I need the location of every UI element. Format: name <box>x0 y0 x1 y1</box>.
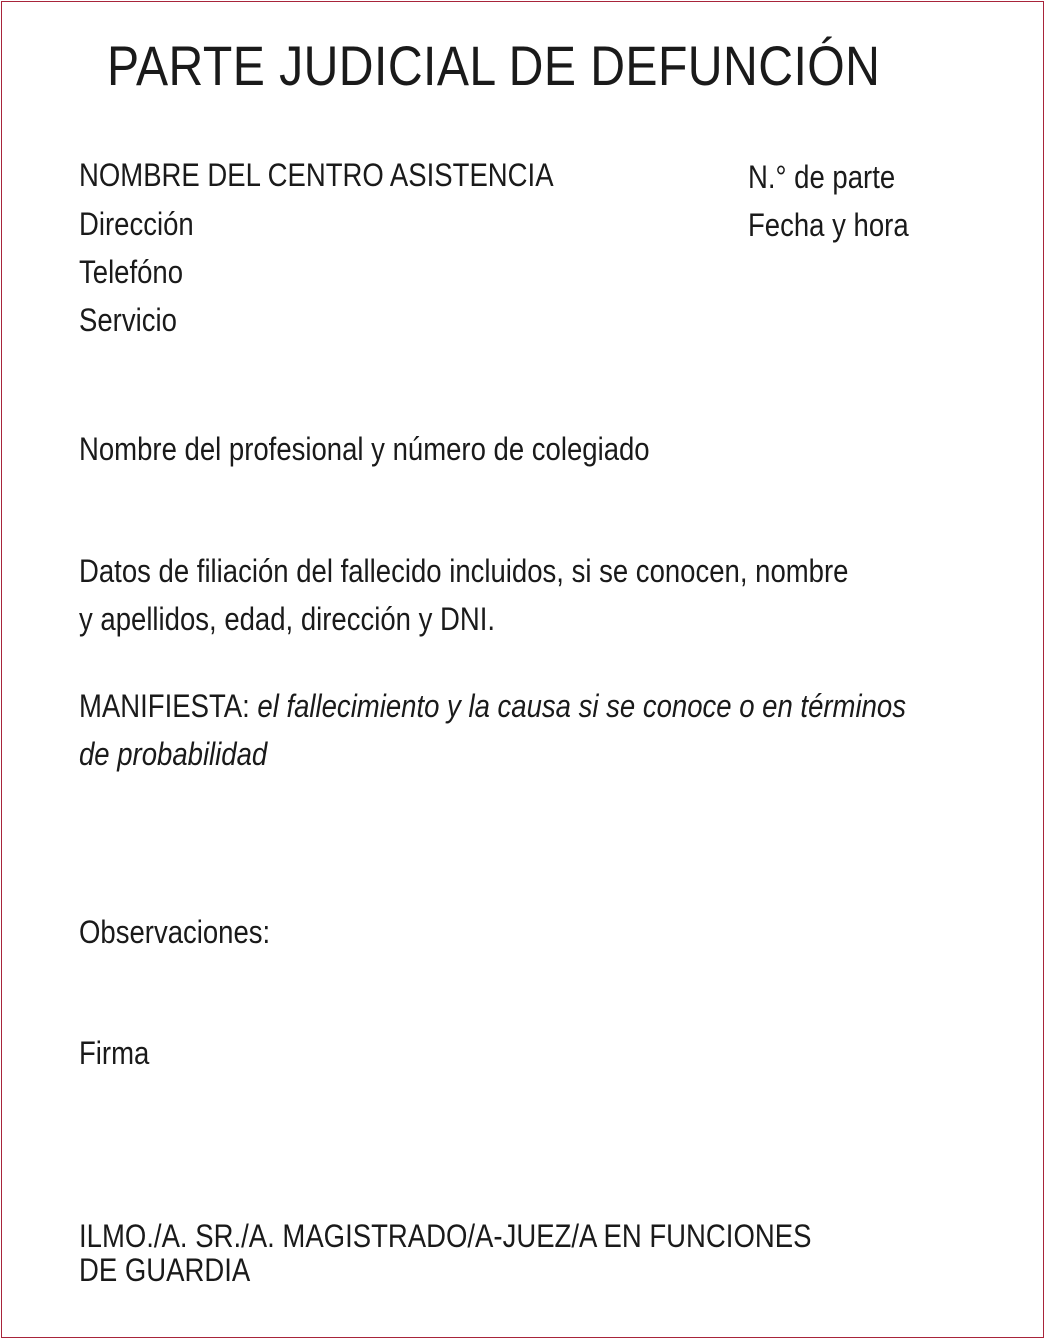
deceased-data-line-2: y apellidos, edad, dirección y DNI. <box>79 601 496 637</box>
manifest-line-1 <box>79 682 1041 730</box>
manifest-text: el fallecimiento y la causa si se conoce o en términos <box>257 688 906 724</box>
center-phone-label: Telefóno <box>79 254 184 290</box>
professional-label: Nombre del profesional y número de colegiado <box>79 431 650 467</box>
center-address-label: Dirección <box>79 206 194 242</box>
deceased-data-line-1: Datos de filiación del fallecido incluidos, si se conocen, nombre <box>79 553 849 589</box>
addressee-line-2: DE GUARDIA <box>79 1252 251 1288</box>
addressee-line-1: ILMO./A. SR./A. MAGISTRADO/A-JUEZ/A EN FUNCIONES <box>79 1218 812 1254</box>
manifest-label: MANIFIESTA: <box>79 688 250 724</box>
center-name-label: NOMBRE DEL CENTRO ASISTENCIA <box>79 157 554 193</box>
document-title: PARTE JUDICIAL DE DEFUNCIÓN <box>107 34 881 97</box>
manifest-line-2: de probabilidad <box>79 736 268 772</box>
center-service-label: Servicio <box>79 302 177 338</box>
observations-label: Observaciones: <box>79 914 271 950</box>
signature-label: Firma <box>79 1035 150 1071</box>
report-number-label: N.° de parte <box>748 159 896 195</box>
report-datetime-label: Fecha y hora <box>748 207 909 243</box>
